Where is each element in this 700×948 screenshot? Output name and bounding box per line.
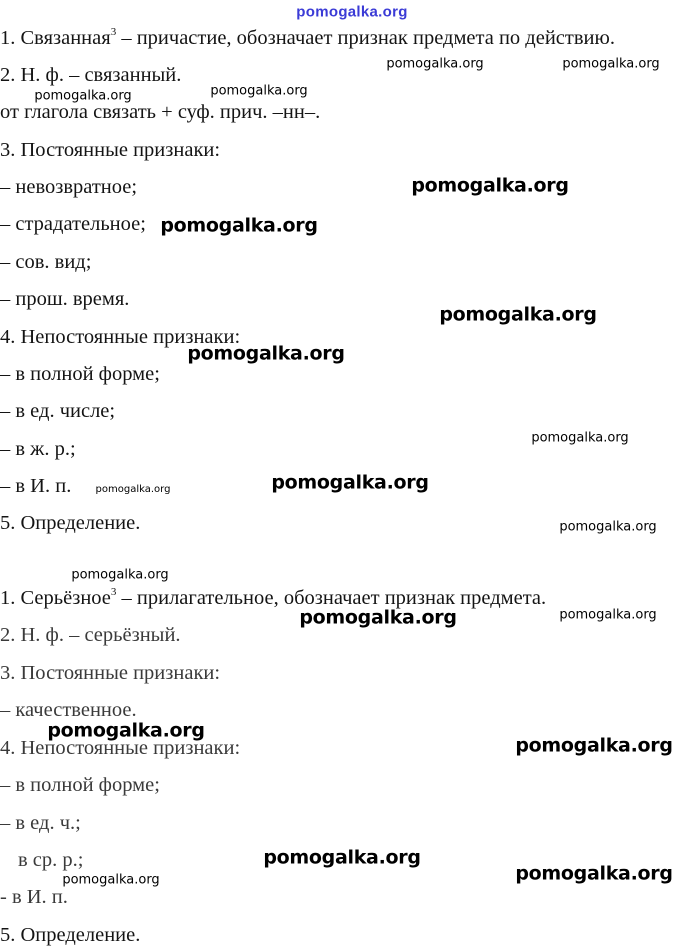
b1-line: 2. Н. ф. – связанный. [0, 64, 182, 86]
watermark-logo: pomogalka.org [296, 3, 408, 21]
b1-line: – в И. п. [0, 475, 72, 497]
b1-line: 5. Определение. [0, 512, 141, 534]
b1-line-1 [0, 25, 615, 51]
b2-line: – в ед. ч.; [0, 812, 81, 834]
watermark: pomogalka.org [386, 56, 484, 72]
b1-line: – прош. время. [0, 288, 130, 310]
watermark: pomogalka.org [187, 342, 345, 365]
b2-line: 4. Непостоянные признаки: [0, 737, 241, 759]
b2-line: – качественное. [0, 699, 137, 721]
watermark: pomogalka.org [515, 734, 673, 757]
watermark: pomogalka.org [439, 303, 597, 326]
word: 1. Связанная [0, 27, 111, 49]
b2-line: – в полной форме; [0, 774, 160, 796]
watermark: pomogalka.org [559, 607, 657, 623]
watermark: pomogalka.org [271, 471, 429, 494]
b2-line: 5. Определение. [0, 924, 141, 946]
b1-line: – в ж. р.; [0, 438, 76, 460]
b1-line: – сов. вид; [0, 251, 92, 273]
watermark: pomogalka.org [299, 606, 457, 629]
b1-line: – в полной форме; [0, 363, 160, 385]
text: – прилагательное, обозначает признак предмета. [116, 587, 547, 609]
b2-line: в ср. р.; [18, 849, 84, 871]
watermark: pomogalka.org [34, 88, 132, 104]
watermark: pomogalka.org [263, 846, 421, 869]
watermark: pomogalka.org [562, 56, 660, 72]
watermark: pomogalka.org [411, 174, 569, 197]
b1-line: – страдательное; [0, 213, 146, 235]
watermark: pomogalka.org [95, 484, 171, 495]
b1-line: – невозвратное; [0, 176, 138, 198]
watermark: pomogalka.org [531, 430, 629, 446]
watermark: pomogalka.org [47, 719, 205, 742]
b2-line: 2. Н. ф. – серьёзный. [0, 624, 181, 646]
watermark: pomogalka.org [559, 519, 657, 535]
b1-line: – в ед. числе; [0, 400, 116, 422]
b2-line: 3. Постоянные признаки: [0, 662, 221, 684]
watermark: pomogalka.org [515, 862, 673, 885]
b1-line: от глагола связать + суф. прич. –нн–. [0, 101, 321, 123]
footnote-mark: 3 [110, 26, 117, 38]
word: 1. Серьёзное [0, 587, 111, 609]
watermark: pomogalka.org [62, 872, 160, 888]
watermark: pomogalka.org [210, 83, 308, 99]
b1-line: 4. Непостоянные признаки: [0, 326, 241, 348]
footnote-mark: 3 [110, 586, 117, 598]
b1-line: 3. Постоянные признаки: [0, 139, 221, 161]
text: – причастие, обозначает признак предмета по действию. [116, 27, 615, 49]
watermark: pomogalka.org [160, 214, 318, 237]
b2-line: - в И. п. [0, 886, 68, 908]
b2-line-1 [0, 585, 546, 611]
watermark: pomogalka.org [71, 567, 169, 583]
